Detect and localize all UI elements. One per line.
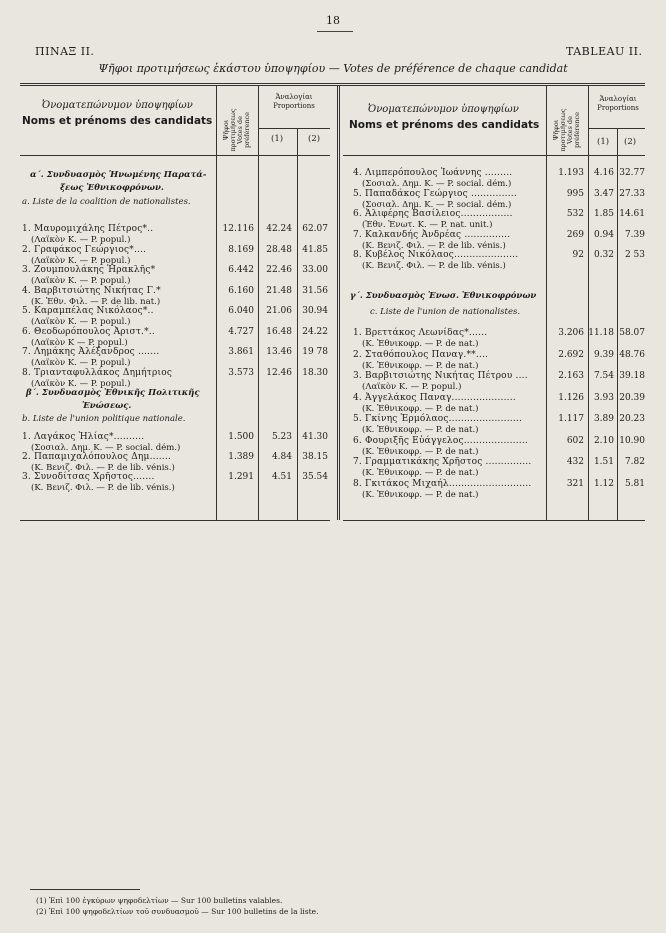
candidate-name: 6. Θεοδωρόπουλος Ἀριστ.*.. bbox=[22, 326, 155, 337]
candidate-votes: 321 bbox=[566, 478, 584, 489]
candidate-party: (Λαϊκὸν Κ — P. popul.) bbox=[31, 337, 128, 348]
candidate-proportion-2: 24.22 bbox=[302, 326, 328, 337]
candidate-votes: 995 bbox=[566, 188, 584, 199]
footnote-2: (2) Ἐπὶ 100 ψηφοδελτίων τοῦ συνδυασμοῦ — Sur 100 bulletins de la liste. bbox=[36, 907, 319, 916]
candidate-proportion-1: 0.94 bbox=[593, 229, 614, 240]
candidate-proportion-1: 11.18 bbox=[588, 328, 614, 338]
candidate-party: (Κ. Ἐθνικοφρ. — P. de nat.) bbox=[362, 339, 479, 349]
candidate-proportion-1: 16.48 bbox=[266, 326, 292, 337]
candidate-proportion-2: 31.56 bbox=[302, 285, 328, 296]
candidate-name: 1. Μαυρομιχάλης Πέτρος*.. bbox=[22, 224, 154, 234]
candidate-proportion-1: 0.32 bbox=[593, 250, 614, 260]
candidate-name: 7. Γραμματικάκης Χρῆστος ............... bbox=[353, 457, 532, 467]
candidate-proportion-2: 14.61 bbox=[619, 209, 645, 219]
right-col-rule-1 bbox=[546, 86, 547, 520]
candidate-party: (Κ. Ἐθνικοφρ. — P. de nat.) bbox=[362, 468, 479, 478]
candidate-party: (Σοσιαλ. Δημ. Κ. — P. social. dém.) bbox=[362, 199, 512, 210]
candidate-votes: 12.116 bbox=[222, 224, 254, 234]
section-b-title-line1: β΄. Συνδυασμὸς Ἐθνικῆς Πολιτικῆς bbox=[26, 388, 200, 398]
candidate-proportion-2: 7.39 bbox=[624, 229, 645, 240]
page-number: 18 bbox=[326, 14, 340, 27]
candidate-party: (Λαϊκὸν Κ. — P. popul.) bbox=[31, 378, 131, 389]
table-title-french: TABLEAU II. bbox=[566, 45, 643, 58]
candidate-name: 1. Λαγάκος Ἠλίας*.......... bbox=[22, 432, 145, 442]
candidate-name: 8. Κυβέλος Νικόλαος..................... bbox=[353, 250, 519, 260]
candidate-votes: 432 bbox=[566, 457, 584, 467]
right-header-name-fr: Noms et prénoms des candidats bbox=[349, 119, 540, 131]
candidate-party: (Κ. Βενιζ. Φιλ. — P. de lib. vénis.) bbox=[31, 483, 175, 493]
candidate-votes: 2.163 bbox=[558, 371, 584, 381]
section-c-title: γ΄. Συνδυασμὸς Ἑνωσ. Ἐθνικοφρόνων bbox=[350, 291, 537, 301]
candidate-name: 4. Ἀγγελάκος Παναγ..................... bbox=[353, 392, 516, 403]
candidate-proportion-1: 4.51 bbox=[271, 472, 292, 482]
candidate-proportion-1: 7.54 bbox=[593, 371, 614, 381]
candidate-proportion-2: 38.15 bbox=[302, 452, 328, 462]
candidate-proportion-1: 1.85 bbox=[593, 209, 614, 219]
section-b-title-line2: Ἑνώσεως. bbox=[82, 401, 132, 411]
candidate-proportion-2: 5.81 bbox=[624, 478, 645, 489]
candidate-votes: 6.442 bbox=[228, 265, 254, 275]
candidate-name: 2. Παπαμιχαλόπουλος Δημ....... bbox=[22, 452, 171, 462]
candidate-name: 5. Παπαδάκος Γεώργιος ............... bbox=[353, 188, 517, 199]
left-header-col1: (1) bbox=[271, 134, 284, 144]
candidate-party: (Ἐθν. Ἑνωτ. Κ. — P. nat. unit.) bbox=[362, 220, 493, 230]
right-bottom-rule bbox=[343, 520, 645, 521]
table-top-rule-double bbox=[20, 85, 645, 86]
section-c-subtitle: c. Liste de l'union de nationalistes. bbox=[370, 307, 521, 317]
candidate-party: (Λαϊκὸν Κ. — P. popul.) bbox=[31, 235, 131, 245]
candidate-name: 6. Ἀλιφέρης Βασίλειος................. bbox=[353, 209, 513, 219]
candidate-votes: 8.169 bbox=[228, 244, 254, 255]
candidate-proportion-1: 5.23 bbox=[271, 432, 292, 442]
footnote-1: (1) Ἐπὶ 100 ἐγκύρων ψηφοδελτίων — Sur 100 bulletins valables. bbox=[36, 896, 283, 905]
candidate-name: 2. Σταθόπουλος Παναγ.**.... bbox=[353, 349, 489, 360]
candidate-party: (Λαϊκὸν Κ. — P. popul.) bbox=[31, 358, 131, 368]
candidate-party: (Κ. Ἐθνικοφρ. — P. de nat.) bbox=[362, 360, 479, 371]
candidate-proportion-1: 4.84 bbox=[271, 452, 292, 462]
candidate-name: 7. Καλκανδής Ἀνδρέας ............... bbox=[353, 229, 511, 240]
candidate-proportion-2: 35.54 bbox=[302, 472, 328, 482]
candidate-proportion-2: 33.00 bbox=[302, 265, 328, 275]
candidate-proportion-2: 2 53 bbox=[624, 250, 645, 260]
candidate-votes: 3.861 bbox=[228, 347, 254, 357]
candidate-votes: 602 bbox=[566, 435, 584, 446]
candidate-name: 8. Τριανταφυλλάκος Δημήτριος bbox=[22, 367, 173, 378]
candidate-party: (Κ. Βενιζ. Φιλ. — P. de lib. vénis.) bbox=[31, 463, 175, 473]
candidate-name: 3. Βαρβιτσιώτης Νικήτας Πέτρου .... bbox=[353, 371, 528, 381]
candidate-party: (Σοσιαλ. Δημ. Κ. — P. social. dém.) bbox=[362, 179, 512, 189]
left-header-prop bbox=[262, 93, 326, 111]
candidate-proportion-2: 62.07 bbox=[302, 224, 328, 234]
candidate-name: 2. Γραφάκος Γεώργιος*.... bbox=[22, 244, 147, 255]
candidate-votes: 3.206 bbox=[558, 328, 584, 338]
center-divider-double bbox=[339, 85, 340, 520]
right-header-col2: (2) bbox=[624, 137, 637, 147]
candidate-proportion-1: 28.48 bbox=[266, 244, 292, 255]
candidate-name: 5. Γκίνης Ἑρμόλαος........................ bbox=[353, 414, 523, 424]
candidate-proportion-1: 3.89 bbox=[593, 414, 614, 424]
section-a-subtitle: a. Liste de la coalition de nationalistes. bbox=[22, 197, 191, 207]
table-title-greek: ΠΙΝΑΞ II. bbox=[35, 45, 95, 58]
left-header-votes: Ψῆφοι προτιμήσεως Votes de préférence bbox=[222, 108, 251, 152]
candidate-votes: 6.160 bbox=[228, 285, 254, 296]
candidate-votes: 1.500 bbox=[228, 432, 254, 442]
left-prop-subrule bbox=[258, 128, 330, 129]
candidate-proportion-2: 32.77 bbox=[619, 168, 645, 178]
right-header-prop bbox=[590, 95, 646, 113]
candidate-votes: 1.126 bbox=[558, 392, 584, 403]
right-prop-subrule bbox=[588, 128, 645, 129]
candidate-proportion-1: 21.06 bbox=[266, 306, 292, 316]
candidate-proportion-1: 42.24 bbox=[266, 224, 292, 234]
candidate-votes: 1.117 bbox=[558, 414, 584, 424]
right-header-bottom-rule bbox=[343, 155, 645, 156]
candidate-party: (Κ. Ἐθνικοφρ. — P. de nat.) bbox=[362, 425, 479, 435]
candidate-proportion-2: 30.94 bbox=[302, 306, 328, 316]
left-bottom-rule bbox=[20, 520, 330, 521]
candidate-proportion-2: 39.18 bbox=[619, 371, 645, 381]
candidate-proportion-2: 48.76 bbox=[619, 349, 645, 360]
candidate-proportion-2: 27.33 bbox=[619, 188, 645, 199]
right-header-votes: Ψῆφοι προτιμήσεως Votes de préférence bbox=[552, 108, 581, 152]
candidate-party: (Κ. Βενιζ. Φιλ. — P. de lib. vénis.) bbox=[362, 240, 506, 251]
candidate-name: 4. Λιμπερόπουλος Ἰωάννης ......... bbox=[353, 168, 513, 178]
section-a-title-line1: α΄. Συνδυασμὸς Ἡνωμένης Παρατά- bbox=[30, 170, 207, 180]
candidate-name: 6. Φουριξῆς Εὐάγγελος..................... bbox=[353, 435, 528, 446]
candidate-proportion-1: 3.47 bbox=[593, 188, 614, 199]
candidate-proportion-1: 9.39 bbox=[593, 349, 614, 360]
candidate-votes: 3.573 bbox=[228, 367, 254, 378]
footnote-rule bbox=[30, 889, 140, 890]
candidate-proportion-1: 22.46 bbox=[266, 265, 292, 275]
candidate-votes: 269 bbox=[566, 229, 584, 240]
candidate-proportion-2: 19 78 bbox=[302, 347, 328, 357]
candidate-votes: 6.040 bbox=[228, 306, 254, 316]
candidate-votes: 532 bbox=[566, 209, 584, 219]
right-header-col1: (1) bbox=[597, 137, 610, 147]
candidate-proportion-2: 20.39 bbox=[619, 392, 645, 403]
candidate-votes: 4.727 bbox=[228, 326, 254, 337]
candidate-votes: 1.291 bbox=[228, 472, 254, 482]
section-b-subtitle: b. Liste de l'union politique nationale. bbox=[22, 414, 186, 424]
candidate-proportion-1: 21.48 bbox=[266, 285, 292, 296]
right-col-rule-2 bbox=[588, 86, 589, 520]
candidate-proportion-1: 1.12 bbox=[593, 478, 614, 489]
right-header-name-gr: Ὀνοματεπώνυμον ὑποψηφίων bbox=[368, 104, 519, 115]
candidate-proportion-1: 12.46 bbox=[266, 367, 292, 378]
page-number-rule bbox=[317, 31, 353, 32]
candidate-party: (Κ. Ἐθνικοφρ. — P. de nat.) bbox=[362, 446, 479, 457]
candidate-name: 1. Βρεττάκος Λεωνίδας*...... bbox=[353, 328, 488, 338]
candidate-party: (Λαϊκὸν Κ. — P. popul.) bbox=[31, 276, 131, 286]
left-header-name-gr: Ὀνοματεπώνυμον ὑποψηφίων bbox=[42, 100, 193, 111]
candidate-proportion-1: 13.46 bbox=[266, 347, 292, 357]
candidate-proportion-2: 58.07 bbox=[619, 328, 645, 338]
section-a-title-line2: ξεως Ἐθνικοφρόνων. bbox=[60, 183, 164, 193]
candidate-party: (Κ. Ἐθν. Φιλ. — P. de lib. nat.) bbox=[31, 296, 161, 307]
candidate-name: 8. Γκιτάκος Μιχαήλ........................... bbox=[353, 478, 532, 489]
candidate-party: (Λαϊκὸν Κ. — P. popul.) bbox=[31, 255, 131, 266]
candidate-proportion-2: 20.23 bbox=[619, 414, 645, 424]
candidate-party: (Λαϊκὸν Κ. — P. popul.) bbox=[362, 382, 462, 392]
candidate-party: (Σοσιαλ. Δημ. Κ. — P. social. dém.) bbox=[31, 443, 181, 453]
table-top-rule bbox=[20, 83, 645, 84]
candidate-proportion-1: 2.10 bbox=[593, 435, 614, 446]
candidate-proportion-2: 7.82 bbox=[624, 457, 645, 467]
candidate-name: 7. Λημάκης Ἀλέξανδρος ....... bbox=[22, 347, 160, 357]
candidate-votes: 1.193 bbox=[558, 168, 584, 178]
left-header-prop-gr: Ἀναλογίαι bbox=[275, 93, 313, 101]
candidate-proportion-2: 18.30 bbox=[302, 367, 328, 378]
left-header-col2: (2) bbox=[308, 134, 321, 144]
candidate-proportion-1: 4.16 bbox=[593, 168, 614, 178]
candidate-name: 5. Καραμπέλας Νικόλαος*.. bbox=[22, 306, 154, 316]
candidate-proportion-2: 41.85 bbox=[302, 244, 328, 255]
candidate-proportion-1: 3.93 bbox=[593, 392, 614, 403]
left-header-name-fr: Noms et prénoms des candidats bbox=[22, 115, 213, 127]
candidate-votes: 1.389 bbox=[228, 452, 254, 462]
left-header-bottom-rule bbox=[20, 155, 330, 156]
candidate-name: 3. Ζουμπουλάκης Ἡρακλῆς* bbox=[22, 265, 156, 275]
candidate-proportion-1: 1.51 bbox=[593, 457, 614, 467]
candidate-party: (Λαϊκὸν Κ. — P. popul.) bbox=[31, 317, 131, 327]
candidate-party: (Κ. Βενιζ. Φιλ. — P. de lib. vénis.) bbox=[362, 261, 506, 271]
candidate-proportion-2: 41.30 bbox=[302, 432, 328, 442]
table-subtitle: Ψῆφοι προτιμήσεως ἑκάστου ὑποψηφίου — Votes de préférence de chaque candidat bbox=[98, 62, 568, 75]
left-header-prop-fr: Proportions bbox=[273, 102, 315, 110]
center-divider bbox=[337, 85, 338, 520]
right-header-prop-fr: Proportions bbox=[597, 104, 639, 112]
candidate-votes: 2.692 bbox=[558, 349, 584, 360]
candidate-proportion-2: 10.90 bbox=[619, 435, 645, 446]
right-header-prop-gr: Ἀναλογίαι bbox=[599, 95, 637, 103]
candidate-party: (Κ. Ἐθνικοφρ. — P. de nat.) bbox=[362, 489, 479, 500]
candidate-votes: 92 bbox=[572, 250, 584, 260]
candidate-name: 4. Βαρβιτσιώτης Νικήτας Γ.* bbox=[22, 285, 161, 296]
candidate-name: 3. Συνοδίτσας Χρῆστος....... bbox=[22, 472, 155, 482]
candidate-party: (Κ. Ἐθνικοφρ. — P. de nat.) bbox=[362, 403, 479, 414]
